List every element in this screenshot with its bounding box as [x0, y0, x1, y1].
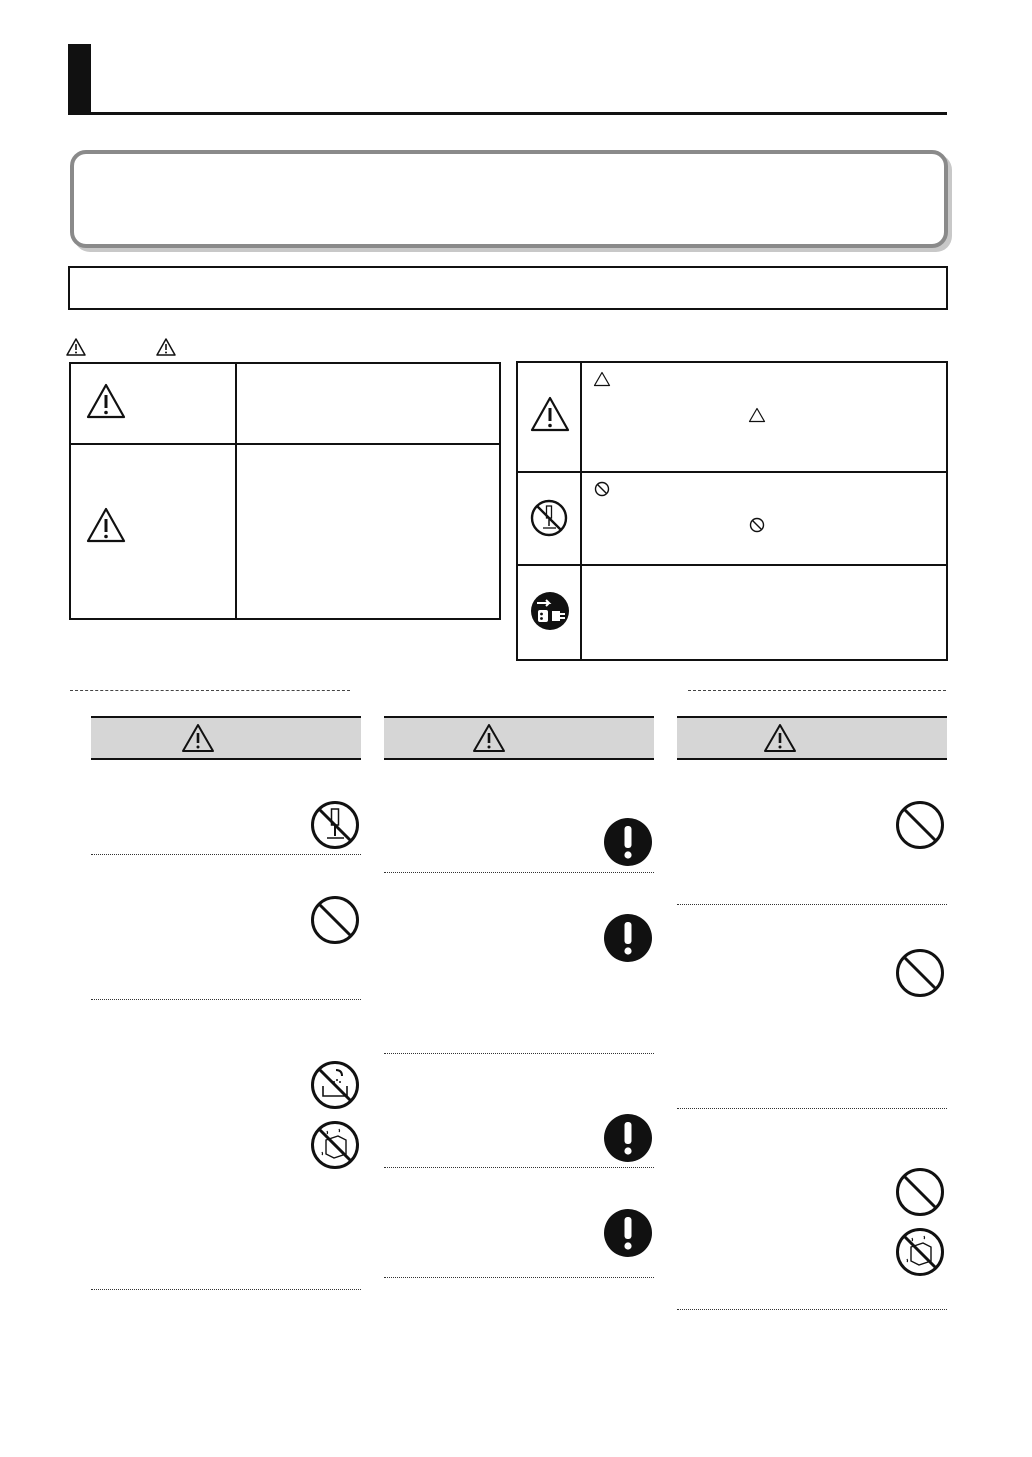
- prohibit-icon: [895, 948, 945, 998]
- warning-triangle-icon: [763, 723, 797, 753]
- item-divider: [384, 1277, 654, 1278]
- item-divider: [677, 1309, 947, 1310]
- legend: [66, 336, 206, 358]
- warning-triangle-icon: [67, 339, 85, 355]
- symbols-table: [516, 361, 948, 661]
- item-divider: [91, 1289, 361, 1290]
- item-divider: [91, 999, 361, 1000]
- definitions-table: [69, 362, 501, 620]
- legend-icons: [66, 336, 206, 358]
- small-triangle-icon: [748, 407, 766, 423]
- mandatory-exclamation-icon: [603, 1113, 653, 1163]
- mandatory-exclamation-icon: [603, 913, 653, 963]
- column-header: [384, 716, 654, 760]
- no-liquid-icon: [310, 1120, 360, 1170]
- prohibit-icon: [310, 895, 360, 945]
- header-rule: [68, 112, 947, 115]
- item-divider: [384, 1053, 654, 1054]
- item-divider: [384, 1167, 654, 1168]
- small-prohibit-icon: [594, 481, 610, 497]
- no-liquid-icon: [895, 1227, 945, 1277]
- warning-triangle-icon: [181, 723, 215, 753]
- warning-triangle-icon: [85, 506, 127, 544]
- no-water-icon: [310, 1060, 360, 1110]
- page-title: [110, 60, 910, 100]
- notice-box: [70, 150, 948, 248]
- item-divider: [91, 854, 361, 855]
- item-divider: [677, 904, 947, 905]
- warning-triangle-icon: [472, 723, 506, 753]
- small-prohibit-icon: [749, 517, 765, 533]
- item-divider: [384, 872, 654, 873]
- section-banner: [68, 266, 948, 310]
- warning-triangle-icon: [157, 339, 175, 355]
- warning-triangle-icon: [529, 395, 571, 433]
- warning-triangle-icon: [85, 382, 127, 420]
- mandatory-exclamation-icon: [603, 817, 653, 867]
- small-triangle-icon: [593, 371, 611, 387]
- section-tab: [68, 44, 91, 114]
- column-header: [91, 716, 361, 760]
- unplug-icon: [530, 591, 570, 631]
- dashed-divider: [70, 690, 350, 691]
- prohibit-icon: [895, 800, 945, 850]
- item-divider: [677, 1108, 947, 1109]
- dashed-divider: [688, 690, 946, 691]
- prohibit-icon: [895, 1167, 945, 1217]
- mandatory-exclamation-icon: [603, 1208, 653, 1258]
- column-header: [677, 716, 947, 760]
- no-disassemble-icon: [530, 499, 568, 537]
- no-disassemble-icon: [310, 800, 360, 850]
